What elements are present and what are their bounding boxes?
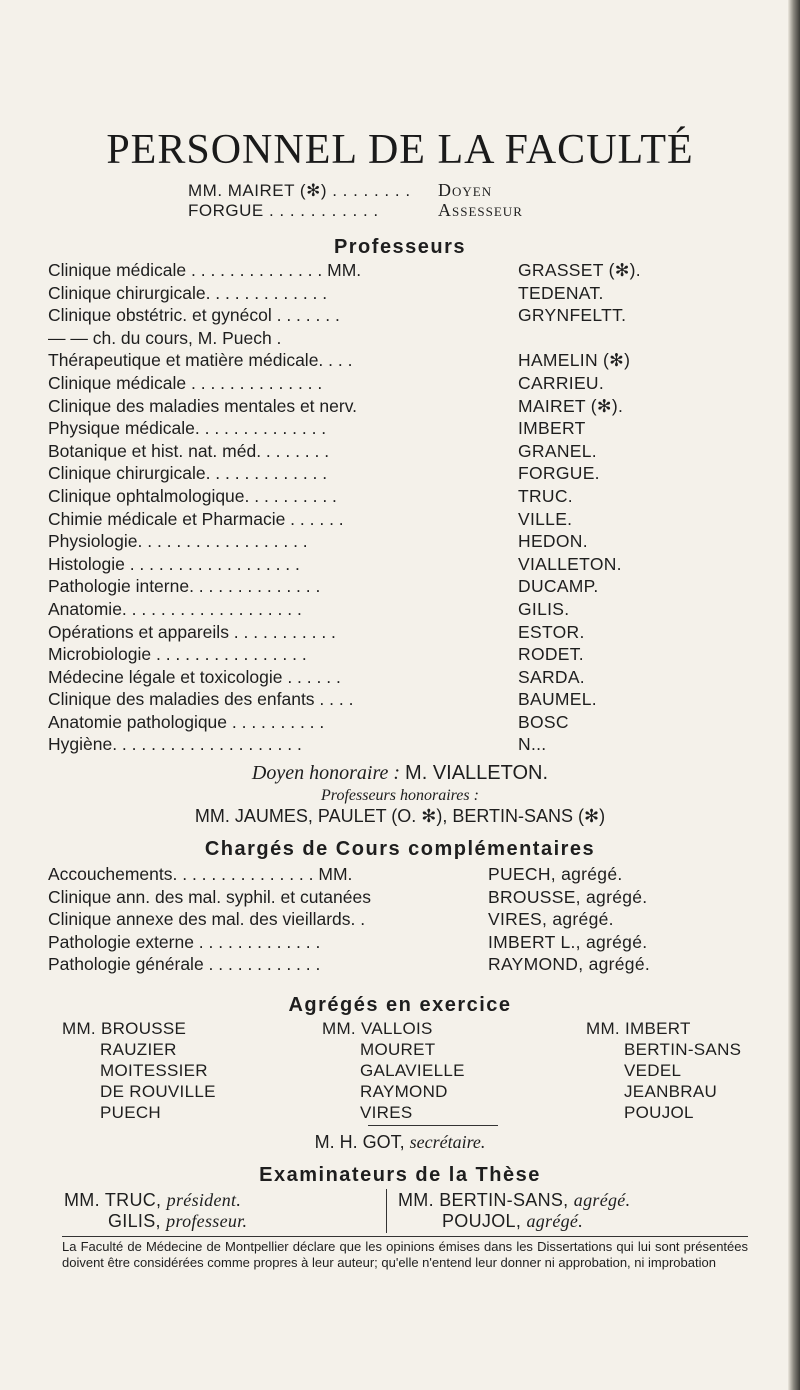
person-name: CARRIEU. bbox=[518, 372, 605, 393]
subject-label: Anatomie. . . . . . . . . . . . . . . . . . . bbox=[48, 598, 302, 619]
subject-label: Clinique ann. des mal. syphil. et cutanées bbox=[48, 886, 371, 907]
person-name: SARDA. bbox=[518, 666, 585, 687]
professeurs-honoraires-names: MM. JAUMES, PAULET (O. ✻), BERTIN-SANS (✻) bbox=[194, 806, 606, 826]
secretaire-name: M. H. GOT, bbox=[314, 1132, 405, 1152]
agrege-name: GALAVIELLE bbox=[360, 1061, 465, 1080]
agrege-name: RAYMOND bbox=[360, 1082, 448, 1101]
person-name: HAMELIN (✻) bbox=[518, 350, 631, 371]
person-name: GRANEL. bbox=[518, 440, 597, 461]
subject-label: Clinique ophtalmologique. . . . . . . . . . bbox=[48, 485, 337, 506]
subject-label: Médecine légale et toxicologie . . . . . . bbox=[48, 666, 341, 687]
subject-label: Clinique médicale . . . . . . . . . . . . . . MM. bbox=[48, 260, 362, 280]
list-item bbox=[48, 599, 778, 622]
subject-label: Clinique obstétric. et gynécol . . . . . . . bbox=[48, 305, 340, 326]
agrege-name: BERTIN-SANS bbox=[624, 1040, 742, 1059]
agrege-name: POUJOL bbox=[624, 1103, 694, 1122]
examinateur-role: agrégé. bbox=[573, 1190, 631, 1210]
secretaire-line bbox=[0, 1132, 800, 1153]
list-item bbox=[48, 328, 778, 351]
list-item bbox=[48, 486, 778, 509]
subject-label: Clinique chirurgicale. . . . . . . . . . . . . bbox=[48, 282, 328, 303]
examinateurs-left bbox=[64, 1190, 247, 1232]
examinateur-name: MM. BERTIN-SANS, bbox=[398, 1190, 569, 1210]
subject-label: Pathologie interne. . . . . . . . . . . . . . bbox=[48, 576, 321, 597]
person-name: RAYMOND, agrégé. bbox=[488, 954, 651, 975]
person-name: ESTOR. bbox=[518, 621, 585, 642]
officer-role: Doyen bbox=[438, 180, 493, 200]
person-name: TRUC. bbox=[518, 485, 573, 506]
subject-label: Clinique des maladies des enfants . . . . bbox=[48, 689, 354, 710]
list-item bbox=[48, 887, 778, 910]
person-name: BROUSSE, agrégé. bbox=[488, 886, 648, 907]
agrege-name: RAUZIER bbox=[100, 1040, 177, 1059]
agrege-name: MM. IMBERT bbox=[586, 1019, 691, 1038]
agreges-col1 bbox=[62, 1018, 216, 1123]
list-item bbox=[48, 622, 778, 645]
examinateur-name: GILIS, bbox=[108, 1211, 161, 1231]
doyen-honoraire-name: M. VIALLETON. bbox=[405, 762, 549, 784]
person-name: VIALLETON. bbox=[518, 553, 622, 574]
charges-list bbox=[48, 864, 778, 977]
doyen-honoraire-label: Doyen honoraire : bbox=[251, 762, 401, 784]
person-name: DUCAMP. bbox=[518, 576, 599, 597]
list-item bbox=[48, 283, 778, 306]
person-name: FORGUE. bbox=[518, 463, 600, 484]
agrege-name: MOITESSIER bbox=[100, 1061, 208, 1080]
subject-label: Physiologie. . . . . . . . . . . . . . . . . . bbox=[48, 531, 308, 552]
agreges-underline bbox=[368, 1125, 498, 1126]
examinateurs-right bbox=[398, 1190, 630, 1232]
list-item bbox=[48, 689, 778, 712]
examinateur-role: président. bbox=[166, 1190, 242, 1210]
examinateur-role: professeur. bbox=[166, 1211, 248, 1231]
agreges-heading: Agrégés en exercice bbox=[288, 994, 512, 1016]
person-name: GILIS. bbox=[518, 598, 570, 619]
agrege-name: JEANBRAU bbox=[624, 1082, 718, 1101]
officer-name: FORGUE . . . . . . . . . . . bbox=[188, 201, 379, 220]
list-item bbox=[48, 305, 778, 328]
list-item bbox=[48, 373, 778, 396]
person-name: IMBERT bbox=[518, 418, 586, 439]
person-name: VILLE. bbox=[518, 508, 573, 529]
person-name: HEDON. bbox=[518, 531, 588, 552]
subject-label: Botanique et hist. nat. méd. . . . . . . . bbox=[48, 440, 330, 461]
list-item bbox=[48, 531, 778, 554]
examinateur-name: POUJOL, bbox=[442, 1211, 522, 1231]
person-name: BOSC bbox=[518, 711, 569, 732]
agrege-name: PUECH bbox=[100, 1103, 162, 1122]
officer-assesseur bbox=[188, 200, 568, 221]
examinateur-role: agrégé. bbox=[526, 1211, 584, 1231]
agrege-name: MM. BROUSSE bbox=[62, 1019, 187, 1038]
subject-label: Pathologie externe . . . . . . . . . . . . . bbox=[48, 931, 321, 952]
subject-label: Hygiène. . . . . . . . . . . . . . . . . . . . bbox=[48, 734, 302, 755]
person-name: TEDENAT. bbox=[518, 282, 604, 303]
subject-label: Clinique des maladies mentales et nerv. bbox=[48, 395, 358, 416]
person-name: VIRES, agrégé. bbox=[488, 909, 614, 930]
examinateurs-heading: Examinateurs de la Thèse bbox=[259, 1164, 541, 1186]
list-item bbox=[48, 954, 778, 977]
list-item bbox=[48, 418, 778, 441]
person-name: RODET. bbox=[518, 644, 584, 665]
subject-label: Physique médicale. . . . . . . . . . . . . . bbox=[48, 418, 327, 439]
agreges-col2 bbox=[322, 1018, 465, 1123]
professeurs-list bbox=[48, 260, 778, 757]
list-item bbox=[48, 350, 778, 373]
subject-label: Clinique chirurgicale. . . . . . . . . . . . . bbox=[48, 463, 328, 484]
list-item bbox=[48, 909, 778, 932]
person-name: BAUMEL. bbox=[518, 689, 597, 710]
list-item bbox=[48, 576, 778, 599]
subject-label: Chimie médicale et Pharmacie . . . . . . bbox=[48, 508, 344, 529]
person-name: GRASSET (✻). bbox=[518, 260, 641, 280]
subject-label: Accouchements. . . . . . . . . . . . . . . MM. bbox=[48, 864, 353, 884]
list-item bbox=[48, 554, 778, 577]
faculty-disclaimer: La Faculté de Médecine de Montpellier déclare que les opinions émises dans les Dissertations qui lui sont présentées doivent être considérées comme propres à leur auteur; qu'elle n'entend leur donner ni approbation, ni improbation bbox=[62, 1236, 748, 1271]
list-item bbox=[48, 932, 778, 955]
subject-label: Clinique annexe des mal. des vieillards. . bbox=[48, 909, 366, 930]
person-name: MAIRET (✻). bbox=[518, 395, 624, 416]
officer-role: Assesseur bbox=[438, 200, 523, 220]
list-item bbox=[48, 667, 778, 690]
subject-label: Thérapeutique et matière médicale. . . . bbox=[48, 350, 353, 371]
list-item bbox=[48, 864, 778, 887]
professeurs-heading: Professeurs bbox=[333, 236, 467, 258]
list-item bbox=[48, 441, 778, 464]
agrege-name: DE ROUVILLE bbox=[100, 1082, 216, 1101]
subject-label: Pathologie générale . . . . . . . . . . . . bbox=[48, 954, 321, 975]
subject-label: Anatomie pathologique . . . . . . . . . . bbox=[48, 711, 325, 732]
subject-label: — — ch. du cours, M. Puech . bbox=[48, 327, 282, 348]
list-item bbox=[48, 396, 778, 419]
secretaire-role: secrétaire. bbox=[409, 1132, 486, 1152]
agreges-col3 bbox=[586, 1018, 741, 1123]
page-title: PERSONNEL DE LA FACULTÉ bbox=[106, 127, 694, 173]
list-item bbox=[48, 712, 778, 735]
list-item bbox=[48, 644, 778, 667]
agrege-name: MOURET bbox=[360, 1040, 436, 1059]
charges-heading: Chargés de Cours complémentaires bbox=[204, 838, 596, 860]
list-item bbox=[48, 734, 778, 757]
examinateurs-divider bbox=[386, 1189, 387, 1233]
subject-label: Histologie . . . . . . . . . . . . . . . . . . bbox=[48, 553, 300, 574]
agrege-name: VEDEL bbox=[624, 1061, 682, 1080]
agrege-name: MM. VALLOIS bbox=[322, 1019, 433, 1038]
agrege-name: VIRES bbox=[360, 1103, 413, 1122]
officer-name: MM. MAIRET (✻) . . . . . . . . bbox=[188, 181, 411, 200]
list-item bbox=[48, 260, 778, 283]
person-name: GRYNFELTT. bbox=[518, 305, 627, 326]
examinateur-name: MM. TRUC, bbox=[64, 1190, 162, 1210]
list-item bbox=[48, 463, 778, 486]
officer-doyen bbox=[188, 180, 568, 201]
subject-label: Opérations et appareils . . . . . . . . . . . bbox=[48, 621, 336, 642]
person-name: IMBERT L., agrégé. bbox=[488, 931, 648, 952]
person-name: N... bbox=[518, 734, 547, 755]
subject-label: Clinique médicale . . . . . . . . . . . . . . bbox=[48, 372, 323, 393]
professeurs-honoraires-label: Professeurs honoraires : bbox=[321, 787, 479, 804]
person-name: PUECH, agrégé. bbox=[488, 864, 623, 884]
doyen-honoraire bbox=[0, 762, 800, 785]
subject-label: Microbiologie . . . . . . . . . . . . . . . . bbox=[48, 644, 307, 665]
list-item bbox=[48, 509, 778, 532]
